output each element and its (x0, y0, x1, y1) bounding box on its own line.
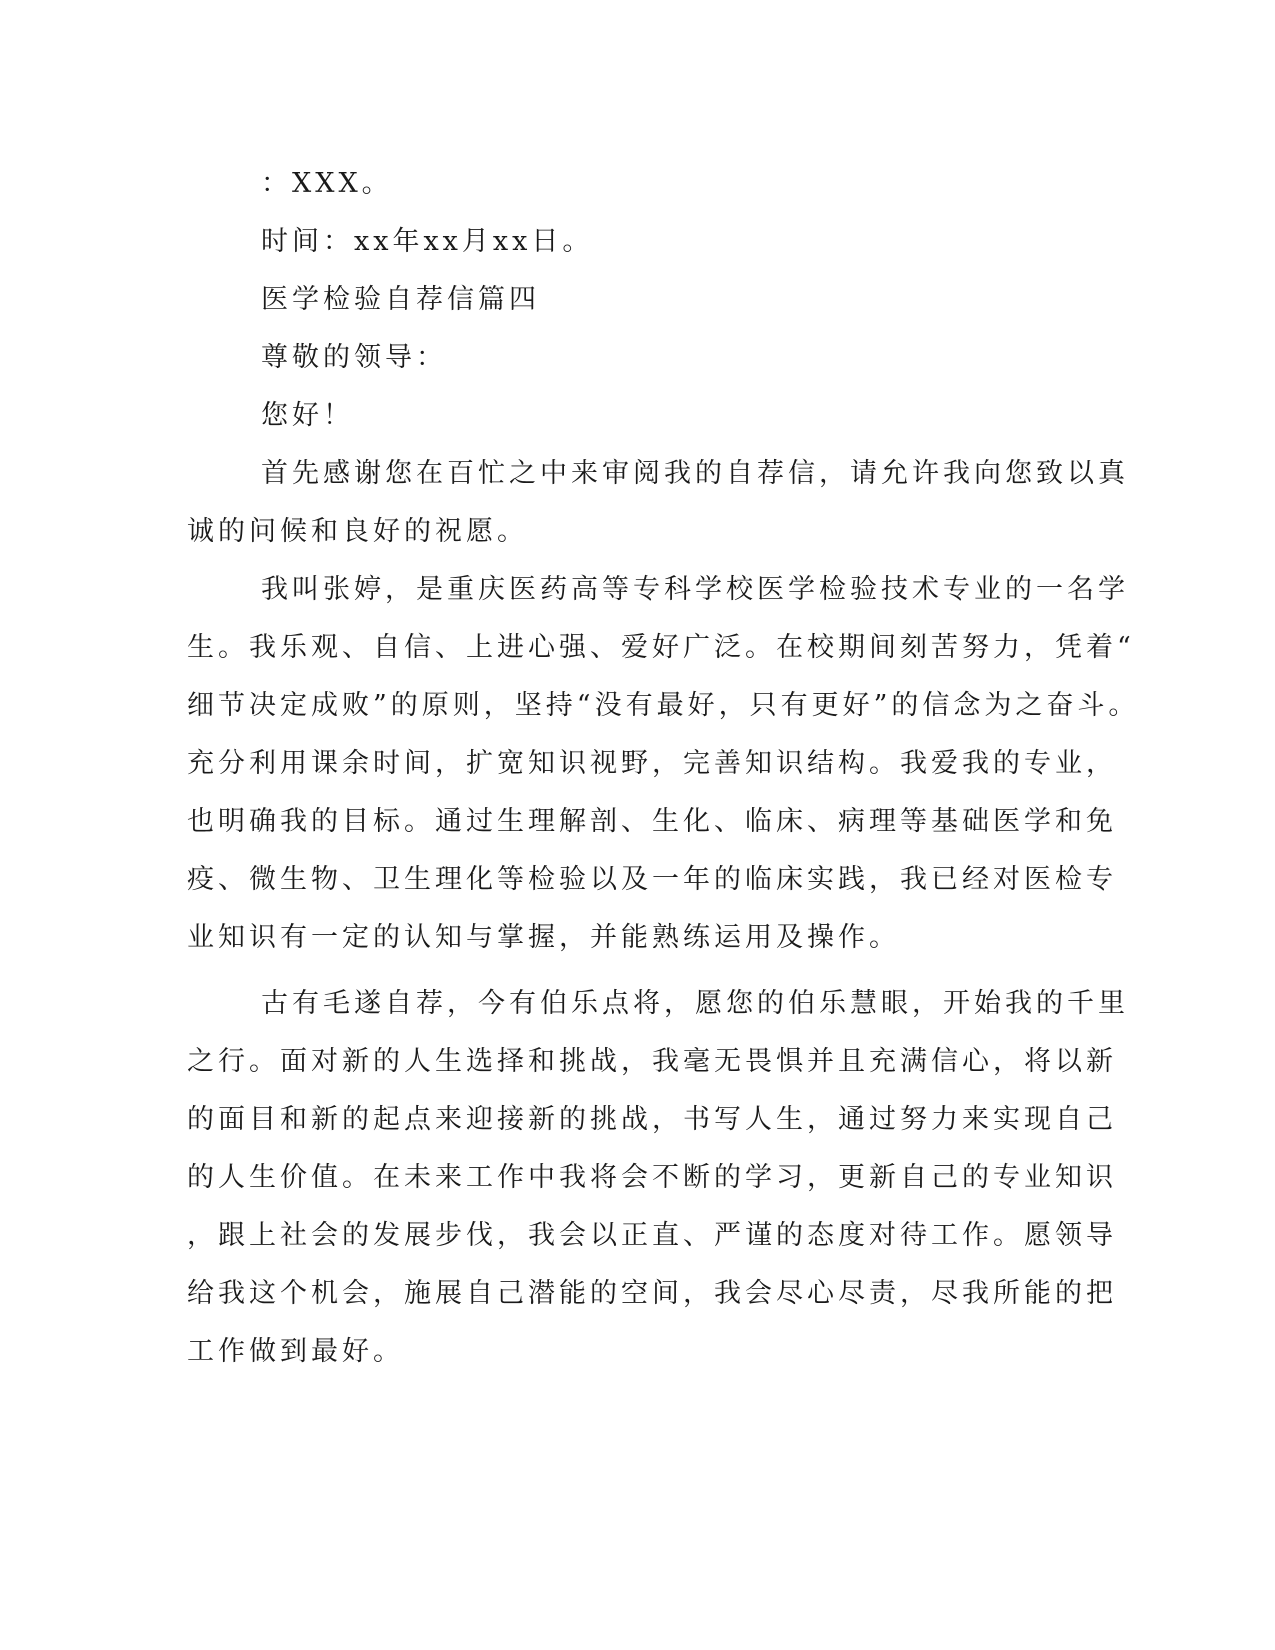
date-line: 时间：xx年xx月xx日。 (261, 226, 594, 257)
signature-line: ：XXX。 (261, 168, 393, 199)
paragraph-3-line-2: 之行。面对新的人生选择和挑战，我毫无畏惧并且充满信心，将以新 (187, 1046, 1117, 1077)
paragraph-3-line-5: ，跟上社会的发展步伐，我会以正直、严谨的态度对待工作。愿领导 (187, 1220, 1117, 1251)
paragraph-2-line-4: 充分利用课余时间，扩宽知识视野，完善知识结构。我爱我的专业， (187, 748, 1117, 779)
paragraph-2-line-2: 生。我乐观、自信、上进心强、爱好广泛。在校期间刻苦努力，凭着“ (187, 632, 1135, 663)
salutation: 尊敬的领导： (261, 342, 447, 373)
paragraph-3-line-7: 工作做到最好。 (187, 1336, 404, 1367)
paragraph-2-line-7: 业知识有一定的认知与掌握，并能熟练运用及操作。 (187, 922, 900, 953)
section-title: 医学检验自荐信篇四 (261, 284, 540, 315)
paragraph-2-line-3: 细节决定成败”的原则，坚持“没有最好，只有更好”的信念为之奋斗。 (187, 690, 1140, 721)
paragraph-1-line-1: 首先感谢您在百忙之中来审阅我的自荐信，请允许我向您致以真 (261, 458, 1129, 489)
paragraph-3-line-3: 的面目和新的起点来迎接新的挑战，书写人生，通过努力来实现自己 (187, 1104, 1117, 1135)
paragraph-2-line-5: 也明确我的目标。通过生理解剖、生化、临床、病理等基础医学和免 (187, 806, 1117, 837)
paragraph-3-line-4: 的人生价值。在未来工作中我将会不断的学习，更新自己的专业知识 (187, 1162, 1117, 1193)
paragraph-2-line-6: 疫、微生物、卫生理化等检验以及一年的临床实践，我已经对医检专 (187, 864, 1117, 895)
greeting: 您好！ (261, 400, 354, 431)
paragraph-3-line-1: 古有毛遂自荐，今有伯乐点将，愿您的伯乐慧眼，开始我的千里 (261, 988, 1129, 1019)
paragraph-3-line-6: 给我这个机会，施展自己潜能的空间，我会尽心尽责，尽我所能的把 (187, 1278, 1117, 1309)
paragraph-1-line-2: 诚的问候和良好的祝愿。 (187, 516, 528, 547)
paragraph-2-line-1: 我叫张婷，是重庆医药高等专科学校医学检验技术专业的一名学 (261, 574, 1129, 605)
